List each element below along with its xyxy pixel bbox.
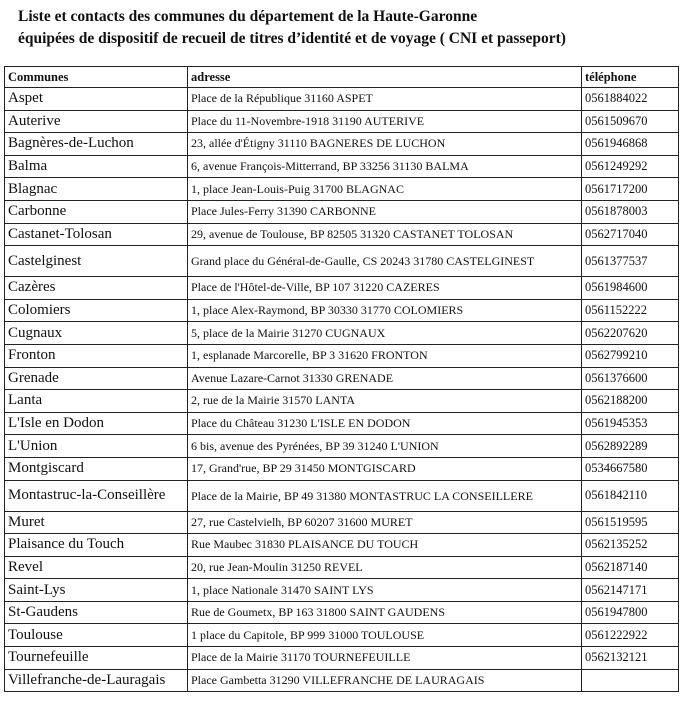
table-row <box>5 344 679 367</box>
table-row <box>5 133 679 156</box>
telephone-cell: 0562132121 <box>582 647 679 670</box>
address-cell: Place de la Mairie, BP 49 31380 MONTASTRUC LA CONSEILLERE <box>188 480 582 511</box>
telephone-cell: 0561509670 <box>582 110 679 133</box>
address-cell: 6, avenue François-Mitterrand, BP 33256 31130 BALMA <box>188 155 582 178</box>
address-cell: Place du Château 31230 L'ISLE EN DODON <box>188 412 582 435</box>
address-cell: 1, esplanade Marcorelle, BP 3 31620 FRONTON <box>188 344 582 367</box>
commune-cell: Toulouse <box>5 624 188 647</box>
commune-cell: Cugnaux <box>5 322 188 345</box>
commune-cell: Cazères <box>5 277 188 300</box>
address-cell: Rue Maubec 31830 PLAISANCE DU TOUCH <box>188 534 582 557</box>
telephone-cell: 0562147171 <box>582 579 679 602</box>
telephone-cell: 0562717040 <box>582 223 679 246</box>
telephone-cell: 0561984600 <box>582 277 679 300</box>
commune-cell: L'Isle en Dodon <box>5 412 188 435</box>
commune-cell: Saint-Lys <box>5 579 188 602</box>
table-row <box>5 534 679 557</box>
title-line-1: Liste et contacts des communes du département de la Haute-Garonne <box>18 8 478 25</box>
table-row <box>5 299 679 322</box>
table-row <box>5 277 679 300</box>
address-cell: 5, place de la Mairie 31270 CUGNAUX <box>188 322 582 345</box>
telephone-cell: 0562799210 <box>582 344 679 367</box>
table-row <box>5 322 679 345</box>
telephone-cell: 0534667580 <box>582 457 679 480</box>
table-row <box>5 480 679 511</box>
commune-cell: Castelginest <box>5 246 188 277</box>
table-row <box>5 246 679 277</box>
commune-cell: Montgiscard <box>5 457 188 480</box>
telephone-cell: 0561842110 <box>582 480 679 511</box>
commune-cell: Montastruc-la-Conseillère <box>5 480 188 511</box>
telephone-cell: 0561152222 <box>582 299 679 322</box>
commune-cell: Muret <box>5 511 188 534</box>
address-cell: 27, rue Castelvielh, BP 60207 31600 MURET <box>188 511 582 534</box>
telephone-cell: 0562207620 <box>582 322 679 345</box>
table-row <box>5 155 679 178</box>
header-telephone: téléphone <box>582 67 679 88</box>
commune-cell: Lanta <box>5 390 188 413</box>
telephone-cell: 0562188200 <box>582 390 679 413</box>
commune-cell: Colomiers <box>5 299 188 322</box>
address-cell: Avenue Lazare-Carnot 31330 GRENADE <box>188 367 582 390</box>
commune-cell: Revel <box>5 556 188 579</box>
telephone-cell: 0561946868 <box>582 133 679 156</box>
telephone-cell <box>582 669 679 692</box>
address-cell: 29, avenue de Toulouse, BP 82505 31320 CASTANET TOLOSAN <box>188 223 582 246</box>
table-row <box>5 601 679 624</box>
commune-cell: St-Gaudens <box>5 601 188 624</box>
table-row <box>5 390 679 413</box>
telephone-cell: 0561884022 <box>582 88 679 111</box>
header-communes: Communes <box>5 67 188 88</box>
table-row <box>5 178 679 201</box>
table-row <box>5 579 679 602</box>
address-cell: 1 place du Capitole, BP 999 31000 TOULOUSE <box>188 624 582 647</box>
commune-cell: Aspet <box>5 88 188 111</box>
address-cell: Grand place du Général-de-Gaulle, CS 20243 31780 CASTELGINEST <box>188 246 582 277</box>
address-cell: 20, rue Jean-Moulin 31250 REVEL <box>188 556 582 579</box>
address-cell: Place de la République 31160 ASPET <box>188 88 582 111</box>
table-row <box>5 412 679 435</box>
commune-cell: Auterive <box>5 110 188 133</box>
address-cell: Place de la Mairie 31170 TOURNEFEUILLE <box>188 647 582 670</box>
table-row <box>5 223 679 246</box>
table-row <box>5 367 679 390</box>
header-adresse: adresse <box>188 67 582 88</box>
title-line-2: équipées de dispositif de recueil de titres d’identité et de voyage ( CNI et passeport) <box>18 30 566 47</box>
document-title <box>18 6 678 50</box>
telephone-cell: 0561249292 <box>582 155 679 178</box>
commune-cell: Blagnac <box>5 178 188 201</box>
telephone-cell: 0562187140 <box>582 556 679 579</box>
commune-cell: Carbonne <box>5 200 188 223</box>
telephone-cell: 0561947800 <box>582 601 679 624</box>
address-cell: Place Jules-Ferry 31390 CARBONNE <box>188 200 582 223</box>
address-cell: 17, Grand'rue, BP 29 31450 MONTGISCARD <box>188 457 582 480</box>
table-row <box>5 669 679 692</box>
telephone-cell: 0561376600 <box>582 367 679 390</box>
address-cell: Rue de Goumetx, BP 163 31800 SAINT GAUDENS <box>188 601 582 624</box>
commune-cell: Villefranche-de-Lauragais <box>5 669 188 692</box>
address-cell: Place Gambetta 31290 VILLEFRANCHE DE LAURAGAIS <box>188 669 582 692</box>
commune-cell: Bagnères-de-Luchon <box>5 133 188 156</box>
table-row <box>5 647 679 670</box>
table-row <box>5 511 679 534</box>
commune-cell: Grenade <box>5 367 188 390</box>
address-cell: Place du 11-Novembre-1918 31190 AUTERIVE <box>188 110 582 133</box>
address-cell: 1, place Alex-Raymond, BP 30330 31770 COLOMIERS <box>188 299 582 322</box>
commune-cell: L'Union <box>5 435 188 458</box>
telephone-cell: 0561519595 <box>582 511 679 534</box>
commune-cell: Fronton <box>5 344 188 367</box>
telephone-cell: 0562892289 <box>582 435 679 458</box>
telephone-cell: 0561222922 <box>582 624 679 647</box>
address-cell: Place de l'Hôtel-de-Ville, BP 107 31220 CAZERES <box>188 277 582 300</box>
table-row <box>5 200 679 223</box>
commune-cell: Tournefeuille <box>5 647 188 670</box>
telephone-cell: 0561377537 <box>582 246 679 277</box>
table-row <box>5 624 679 647</box>
commune-cell: Plaisance du Touch <box>5 534 188 557</box>
address-cell: 2, rue de la Mairie 31570 LANTA <box>188 390 582 413</box>
address-cell: 1, place Jean-Louis-Puig 31700 BLAGNAC <box>188 178 582 201</box>
communes-table <box>4 66 679 692</box>
table-row <box>5 110 679 133</box>
address-cell: 6 bis, avenue des Pyrénées, BP 39 31240 L'UNION <box>188 435 582 458</box>
telephone-cell: 0561945353 <box>582 412 679 435</box>
telephone-cell: 0561878003 <box>582 200 679 223</box>
table-row <box>5 435 679 458</box>
telephone-cell: 0561717200 <box>582 178 679 201</box>
table-header-row <box>5 67 679 88</box>
commune-cell: Balma <box>5 155 188 178</box>
table-row <box>5 457 679 480</box>
telephone-cell: 0562135252 <box>582 534 679 557</box>
commune-cell: Castanet-Tolosan <box>5 223 188 246</box>
address-cell: 1, place Nationale 31470 SAINT LYS <box>188 579 582 602</box>
table-row <box>5 88 679 111</box>
address-cell: 23, allée d'Étigny 31110 BAGNERES DE LUCHON <box>188 133 582 156</box>
table-row <box>5 556 679 579</box>
